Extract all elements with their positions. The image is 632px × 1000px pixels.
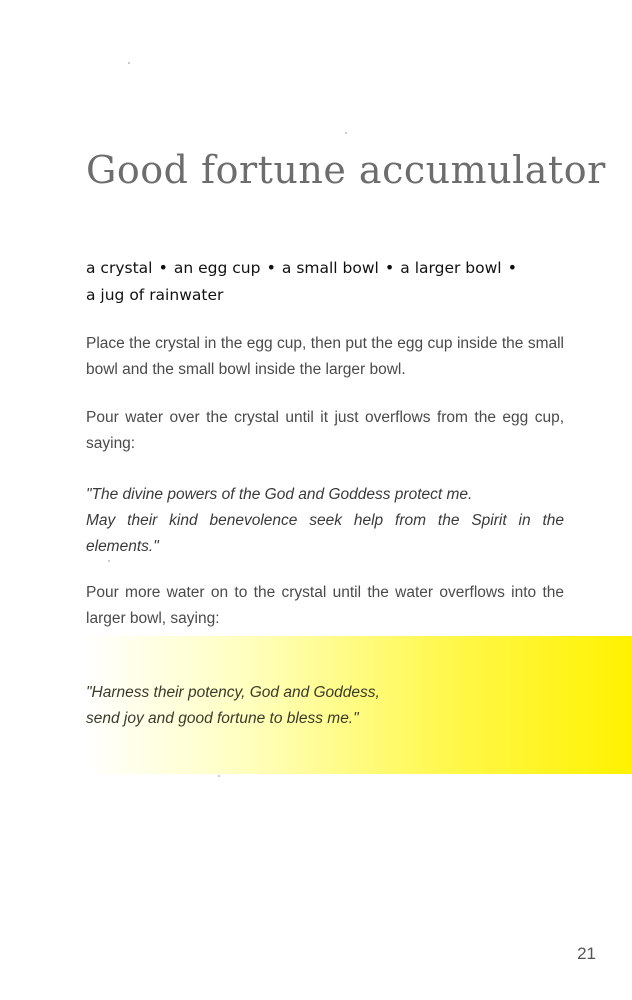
page-number: 21 bbox=[577, 944, 596, 963]
paper-speck bbox=[218, 775, 220, 777]
paper-speck bbox=[128, 62, 130, 64]
ingredient-item: a small bowl bbox=[281, 259, 379, 277]
page-title: Good fortune accumulator bbox=[86, 148, 606, 192]
ingredient-item: a jug of rainwater bbox=[86, 286, 224, 304]
instruction-paragraph-2: Pour water over the crystal until it just overflows from the egg cup, saying: bbox=[86, 409, 564, 452]
instruction-paragraph-1: Place the crystal in the egg cup, then put the egg cup inside the small bowl and the small bowl inside the larger bowl. bbox=[86, 335, 564, 378]
incantation-quote-1 bbox=[86, 482, 564, 560]
ingredient-item: a larger bowl bbox=[400, 259, 502, 277]
bullet-separator: • bbox=[266, 258, 276, 277]
ingredient-list bbox=[86, 254, 556, 309]
bullet-separator: • bbox=[507, 258, 518, 277]
ingredient-item: an egg cup bbox=[173, 259, 261, 277]
quote-line: "The divine powers of the God and Goddess protect me. bbox=[86, 486, 473, 503]
paper-speck bbox=[108, 560, 110, 562]
ingredient-item: a crystal bbox=[86, 259, 153, 277]
paper-speck bbox=[345, 132, 347, 134]
quote-line: May their kind benevolence seek help from the Spirit in the elements." bbox=[86, 512, 564, 555]
bullet-separator: • bbox=[158, 258, 168, 277]
quote-line: send joy and good fortune to bless me." bbox=[86, 710, 359, 727]
bullet-separator: • bbox=[384, 258, 395, 277]
quote-line: "Harness their potency, God and Goddess, bbox=[86, 684, 380, 701]
incantation-quote-2 bbox=[86, 680, 564, 732]
instruction-paragraph-3: Pour more water on to the crystal until the water overflows into the larger bowl, saying: bbox=[86, 584, 564, 627]
